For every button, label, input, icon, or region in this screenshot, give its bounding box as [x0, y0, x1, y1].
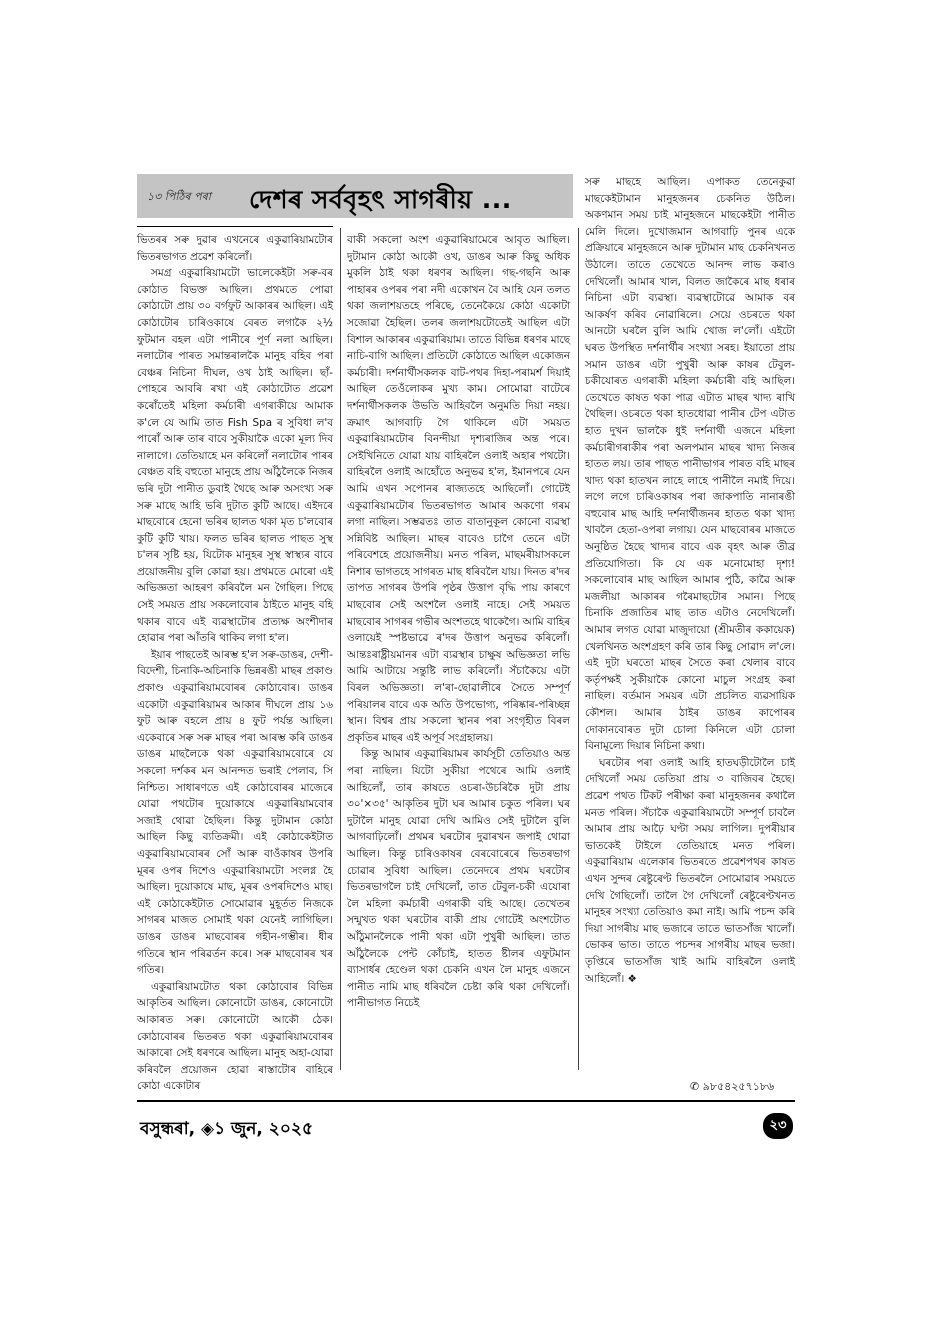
paragraph: ভিতৰৰ সৰু দুৱাৰ এখনেৰে একুৱাৰিয়ামটোৰ ভিতৰভাগত প্ৰৱেশ কৰিলোঁ। — [137, 234, 333, 263]
article-title: দেশৰ সৰ্ববৃহৎ সাগৰীয় ... — [249, 185, 512, 214]
article-column-1 — [137, 232, 333, 1093]
page-number-badge: ২৩ — [763, 1113, 793, 1139]
paragraph: সৰু মাছহে আছিল। এপাকত তেনেকুৱা মাছকেইটামান মানুহজনৰ চেকনিত উঠিল। অকণমান সময় চাই মানুহজনে মাছকেইটা পানীত মেলি দিলে। দুখোজমান আগবাঢ়ি পুনৰ একে প্ৰক্ৰিয়াৰে মানুহজনে আৰু দুটামান মাছ চেকনিখনত উঠালে। তাতে তেখেতে আনন্দ লাভ কৰাও দেখিলোঁ। আমাৰ খাল, বিলত জাকৈৰে মাছ ধৰাৰ নিচিনা এটা ব্যৱস্থা। ব্যৱস্থাটোৱে আমাক বৰ আকৰ্ষণ কৰিব নোৱাৰিলে। সেয়ে ওচৰতে থকা আনটো ঘৰলৈ বুলি আমি খোজ ল'লোঁ। এইটো ঘৰত উপস্থিত দৰ্শনাৰ্থীৰ সংখ্যা সৰহ। ইয়াতো প্ৰায় সমান ডাঙৰ এটা পুখুৰী আৰু কাষৰ টেবুল-চকীযোৰত এগৰাকী মহিলা কৰ্মচাৰী বহি আছিল। তেখেতে কাষত থকা পাত্ৰ এটাত মাছৰ খাদ্য ৰাখি থৈছিল। ওচৰতে থকা হাতধোৱা পানীৰ টেপ এটাত হাত দুখন ভালকৈ ধুই দৰ্শনাৰ্থী এজনে মহিলা কৰ্মচাৰীগৰাকীৰ পৰা অলপমান মাছৰ খাদ্য নিজৰ হাতত লয়। তাৰ পাছত পানীভাগৰ পাৰত বহি মাছৰ খাদ্য থকা হাতখন লাহে লাহে পানীলৈ নমাই দিয়ে। লগে লগে চাৰিওকাষৰ পৰা জাকপাতি নানাৰঙী বহুবোৰ মাছ আহি দৰ্শনাৰ্থীজনৰ হাতত থকা খাদ্য খাবলৈ হেতা-ওপৰা লগায়। যেন মাছবোৰৰ মাজতে অনুষ্ঠিত হৈছে খাদ্যৰ বাবে এক বৃহৎ আৰু তীব্ৰ প্ৰতিযোগিতা। কি যে এক মনোমোহা দৃশ্য! সকলোবোৰ মাছ আছিল আমাৰ পুঠি, কাৱৈ আৰু মজলীয়া আকাৰৰ গৰৈমাছটোৰ সমান। পিছে চিনাকি প্ৰজাতিৰ মাছ তাত এটাও নেদেখিলোঁ। আমাৰ লগত যোৱা মাজুদায়ো (শ্ৰীমতীৰ ককায়েক) খেলখিনত অংশগ্ৰহণ কৰি তাৰ কিছু সোৱাদ ল'লে। এই দুটা ঘৰতো মাছৰ সৈতে কৰা খেলাৰ বাবে কৰ্তৃপক্ষই সুকীয়াকৈ কোনো মাচুল সংগ্ৰহ কৰা নাছিল। বৰ্তমান সময়ৰ এটা প্ৰচলিত ব্যৱসায়িক কৌশল। আমাৰ ঠাইৰ ডাঙৰ কাপোৰৰ দোকানবোৰত দুটা চোলা কিনিলে এটা চোলা বিনামূল্যে দিয়াৰ নিচিনা কথা। — [585, 176, 795, 753]
paragraph: কিন্তু আমাৰ একুৱাৰিয়ামৰ কাৰ্যসূচী তেতিয়াও অন্ত পৰা নাছিল। যিটো সুকীয়া পথেৰে আমি ওলাই আহিলোঁ, তাৰ কাষতে ওচৰা-উচৰিকৈ দুটা প্ৰায় ৩০'×৩৫' আকৃতিৰ দুটা ঘৰ আমাৰ চকুত পৰিল। ঘৰ দুটালৈ মানুহ যোৱা দেখি আমিও সেই দুটালৈ বুলি আগবাঢ়িলোঁ। প্ৰথমৰ ঘৰটোৰ দুৱাৰখন জপাই থোৱা আছিল। কিন্তু চাৰিওকাষৰ বেৰবোৰেৰে ভিতৰভাগ চোৱাৰ সুবিধা আছিল। তেনেদৰে প্ৰথম ঘৰটোৰ ভিতৰভাগলৈ চাই দেখিলোঁ, তাত টেবুল-চকী এযোৰা লৈ মহিলা কৰ্মচাৰী এগৰাকী বহি আছে। তেখেতৰ সন্মুখত থকা ঘৰটোৰ বাকী প্ৰায় গোটেই অংশটোত আঁঠুমানলৈকে পানী থকা এটা পুখুৰী আছিল। তাত আঁঠুলৈকে পেন্ট কোঁচাই, হাতত ষ্টীলৰ এফুটমান ব্যাসাৰ্ধৰ হেণ্ডেল থকা চেকনি এখন লৈ মানুহ এজনে পানীত নামি মাছ ধৰিবলৈ চেষ্টা কৰি থকা দেখিলোঁ। পানীভাগত নিচেই — [347, 748, 570, 1010]
paragraph: সমগ্ৰ একুৱাৰিয়ামটো ভালেকেইটা সৰু-বৰ কোঠাত বিভক্ত আছিল। প্ৰথমতে পোৱা কোঠাটো প্ৰায় ৩০ বৰ্গফুট আকাৰৰ আছিল। এই কোঠাটোৰ চাৰিওকাষে বেৰত লগাকৈ ২½ ফুটমান বহল এটা পানীৰে পূৰ্ণ নলা আছিল। নলাটোৰ পাৰত সমান্তৰালকৈ মানুহ বহিব পৰা বেঞ্চৰ নিচিনা দীঘল, ওখ ঠাই আছিল। ছাঁ-পোহৰে আবৰি ৰখা এই কোঠাটোত প্ৰৱেশ কৰোঁতেই মহিলা কৰ্মচাৰী এগৰাকীয়ে আমাক ক'লে যে আমি তাত Fish Spa ৰ সুবিধা ল'ব পাৰোঁ আৰু তাৰ বাবে সুকীয়াকৈ একো মূল্য দিব নালাগে। তেতিয়াহে মন কৰিলোঁ নলাটোৰ পাৰৰ বেঞ্চত বহি বহুতো মানুহে প্ৰায় আঁঠুলৈকে নিজৰ ভৰি দুটা পানীত ডুবাই থৈছে আৰু অসংখ্য সৰু সৰু মাছে আহি ভৰি দুটাত কুটি আছে। এইদৰে মাছবোৰে হেনো ভৰিৰ ছালত থকা মৃত চ'লবোৰ কুটি কুটি খায়। ফলত ভৰিৰ ছালত পাছত সুস্থ চ'লৰ সৃষ্টি হয়, যিটোক মানুহৰ সুস্থ স্বাস্থ্যৰ বাবে প্ৰয়োজনীয় বুলি কোৱা হয়। প্ৰথমতে মোৰো এই অভিজ্ঞতা আহৰণ কৰিবলৈ মন গৈছিল। পিছে সেই সময়ত প্ৰায় সকলোবোৰ ঠাইতে মানুহ বহি থকাৰ বাবে এই ব্যৱস্থাটোৰ প্ৰত্যক্ষ অংশীদাৰ হোৱাৰ পৰা আঁতৰি থাকিব লগা হ'ল। — [137, 267, 333, 645]
footer-rule — [137, 1100, 795, 1102]
paragraph: একুৱাৰিয়ামটোত থকা কোঠাবোৰ বিভিন্ন আকৃতিৰ আছিল। কোনোটো ডাঙৰ, কোনোটো আকাৰত সৰু। কোনোটো আকৌ ঠেক। কোঠাবোৰৰ ভিতৰত থকা একুৱাৰিয়ামবোৰৰ আকাৰো সেই ধৰণৰে আছিল। মানুহ অহা-যোৱা কৰিবলৈ প্ৰয়োজন হোৱা ৰাস্তাটোৰ বাহিৰে কোঠা একোটাৰ — [137, 980, 333, 1093]
continued-from-label: ১৩ পিঠিৰ পৰা — [147, 190, 211, 203]
column-divider — [340, 228, 341, 1070]
author-phone: ✆ ৯৮৫৪২৫৭১৮৬ — [690, 1080, 775, 1093]
paragraph: ইয়াৰ পাছতেই আৰম্ভ হ'ল সৰু-ডাঙৰ, দেশী-বিদেশী, চিনাকি-অচিনাকি ভিন্নৰঙী মাছৰ প্ৰকাণ্ড প্ৰকাণ্ড একুৱাৰিয়ামবোৰৰ কোঠাবোৰ। ডাঙৰ একোটা একুৱাৰিয়ামৰ আকাৰ দীঘলে প্ৰায় ১৬ ফুট আৰু বহলে প্ৰায় ৪ ফুট পৰ্যন্ত আছিল। একেবাৰে সৰু সৰু মাছৰ পৰা আৰম্ভ কৰি ডাঙৰ ডাঙৰ মাছলৈকে থকা একুৱাৰিয়ামবোৰে যে সকলো দৰ্শকৰ মন আনন্দত ভৰাই পেলাব, সি নিশ্চিত। সাধাৰণতে এই কোঠাবোৰৰ মাজেৰে যোৱা পথটোৰ দুয়োকাষে একুৱাৰিয়ামবোৰ সজাই থোৱা হৈছিল। কিন্তু দুটামান কোঠা আছিল কিছু ব্যতিক্ৰমী। এই কোঠাকেইটাত একুৱাৰিয়ামবোৰৰ সোঁ আৰু বাওঁকাষৰ উপৰি মূৰৰ ওপৰ দিশেও একুৱাৰিয়ামটো সংলগ্ন হৈ আছিল। দুয়োকাষে মাছ, মূৰৰ ওপৰদিশেও মাছ। এই কোঠাকেইটাত সোমোৱাৰ মুহূৰ্তত নিজকে সাগৰৰ মাজত সোমাই থকা যেনেই লাগিছিল। ডাঙৰ ডাঙৰ মাছবোৰৰ গহীন-গম্ভীৰ। ধীৰ গতিৰে স্থান পৰিৱৰ্তন কৰে। সৰু মাছবোৰৰ খৰ গতিৰ। — [137, 648, 333, 977]
column-divider — [578, 228, 579, 1070]
publication-line: বসুন্ধৰা, ◈১ জুন, ২০২৫ — [140, 1119, 313, 1139]
paragraph: ঘৰটোৰ পৰা ওলাই আহি হাতঘড়ীটোলৈ চাই দেখিলোঁ সময় তেতিয়া প্ৰায় ৩ বাজিবৰ হৈছে। প্ৰৱেশ পথত টিকট পৰীক্ষা কৰা মানুহজনৰ কথালৈ মনত পৰিল। সঁচাকৈ একুৱাৰিয়ামটো সম্পূৰ্ণ চাবলৈ আমাৰ প্ৰায় আঢ়ৈ ঘণ্টা সময় লাগিল। দুপৰীয়াৰ ভাতকেই টাইলে তেতিয়াহে মনত পৰিল। একুৱাৰিয়াম এলেকাৰ ভিতৰতে প্ৰৱেশপথৰ কাষত এখন সুন্দৰ ৰেষ্টুৰেণ্ট ভিতৰলৈ সোমোৱাৰ সময়তে দেখি গৈছিলোঁ। তালৈ গৈ দেখিলোঁ ৰেষ্টুৰেণ্টখনত মানুহৰ সংখ্যা তেতিয়াও কমা নাই। আমি পচন্দ কৰি দিয়া সাগৰীয় মাছ ভজাৰে তাতে ভাতসাঁজ খালোঁ। ভোকৰ ভাত। তাতে পচন্দৰ সাগৰীয় মাছৰ ভজা। তৃপ্তিৰে ভাতসাঁজ খাই আমি বাহিৰলৈ ওলাই আহিলোঁ। ❖ — [585, 756, 795, 985]
headline-bar — [137, 174, 573, 218]
top-rule — [137, 226, 333, 227]
article-column-3 — [585, 174, 795, 1012]
paragraph: বাকী সকলো অংশ একুৱাৰিয়ামেৰে আবৃত আছিল। দুটামান কোঠা আকৌ ওখ, ডাঙৰ আৰু কিছু অধিক মুকলি ঠাই থকা ধৰণৰ আছিল। গছ-গছনি আৰু পাহাৰৰ ওপৰৰ পৰা নদী একোখন বৈ আহি যেন তলত থকা জলাশয়তহে পৰিছে, তেনেকৈয়ে কোঠা একোটা সজোৱা হৈছিল। তলৰ জলাশয়টোতেই আছিল এটা বিশাল আকাৰৰ একুৱাৰিয়াম। তাতে বিভিন্ন ধৰণৰ মাছে নাচি-বাগি আছিল। প্ৰতিটো কোঠাতে আছিল একোজন কৰ্মচাৰী। দৰ্শনাৰ্থীসকলক বাট-পথৰ দিহা-পৰামৰ্শ দিয়াই আছিল তেওঁলোকৰ মুখ্য কাম। সোমোৱা বাটেৰে দৰ্শনাৰ্থীসকলক উভতি আহিবলৈ অনুমতি দিয়া নহয়। ক্ৰমাৎ আগবাঢ়ি গৈ থাকিলে এটা সময়ত একুৱাৰিয়ামটোৰ বিনন্দীয়া দৃশ্যৰাজিৰ অন্ত পৰে। সেইখিনিতে যোৱা যায় বাহিৰলৈ ওলাই অহাৰ পথটো। বাহিৰলৈ ওলাই আহোঁতে অনুভৱ হ'ল, ইমানপৰে যেন আমি এখন সপোনৰ ৰাজ্যতহে আছিলোঁ। গোটেই একুৱাৰিয়ামটোৰ ভিতৰভাগত আমাৰ অকণো গৰম লগা নাছিল। সম্ভৱতঃ তাত বাতানুকূল কোনো ব্যৱস্থা সন্নিবিষ্ট আছিল। মাছৰ বাবেও চাগৈ তেনে এটা পৰিবেশহে প্ৰয়োজনীয়। মনত পৰিল, মাছমৰীয়াসকলে নিশাৰ ভাগতহে সাগৰত মাছ ধৰিবলৈ যায়। দিনত ৰ'দৰ তাপত সাগৰৰ উপৰি পৃষ্ঠৰ উত্তাপ বৃদ্ধি পায় কাৰণে মাছবোৰ সেই অংশলৈ ওলাই নাহে। সেই সময়ত মাছবোৰ সাগৰৰ গভীৰ অংশতহে থাকেগৈ। আমি বাহিৰ ওলায়েই স্পষ্টভাৱে ৰ'দৰ উত্তাপ অনুভৱ কৰিলোঁ। আন্তঃৰাষ্ট্ৰীয়মানৰ এটা ব্যৱস্থাৰ চাক্ষুষ অভিজ্ঞতা লভি আমি আটায়ে সন্তুষ্টি লাভ কৰিলোঁ। সঁচাকৈয়ে এটা বিৰল অভিজ্ঞতা। ল'ৰা-ছোৱালীৰে সৈতে সম্পূৰ্ণ পৰিয়ালৰ বাবে এক অতি উপভোগ্য, পৰিষ্কাৰ-পৰিচ্ছন্ন স্থান। বিশ্বৰ প্ৰায় সকলো স্থানৰ পৰা সংগৃহীত বিৰল প্ৰকৃতিৰ মাছৰ এই অপূৰ্ব সংগ্ৰহালয়। — [347, 234, 570, 744]
article-column-2 — [347, 232, 570, 1070]
